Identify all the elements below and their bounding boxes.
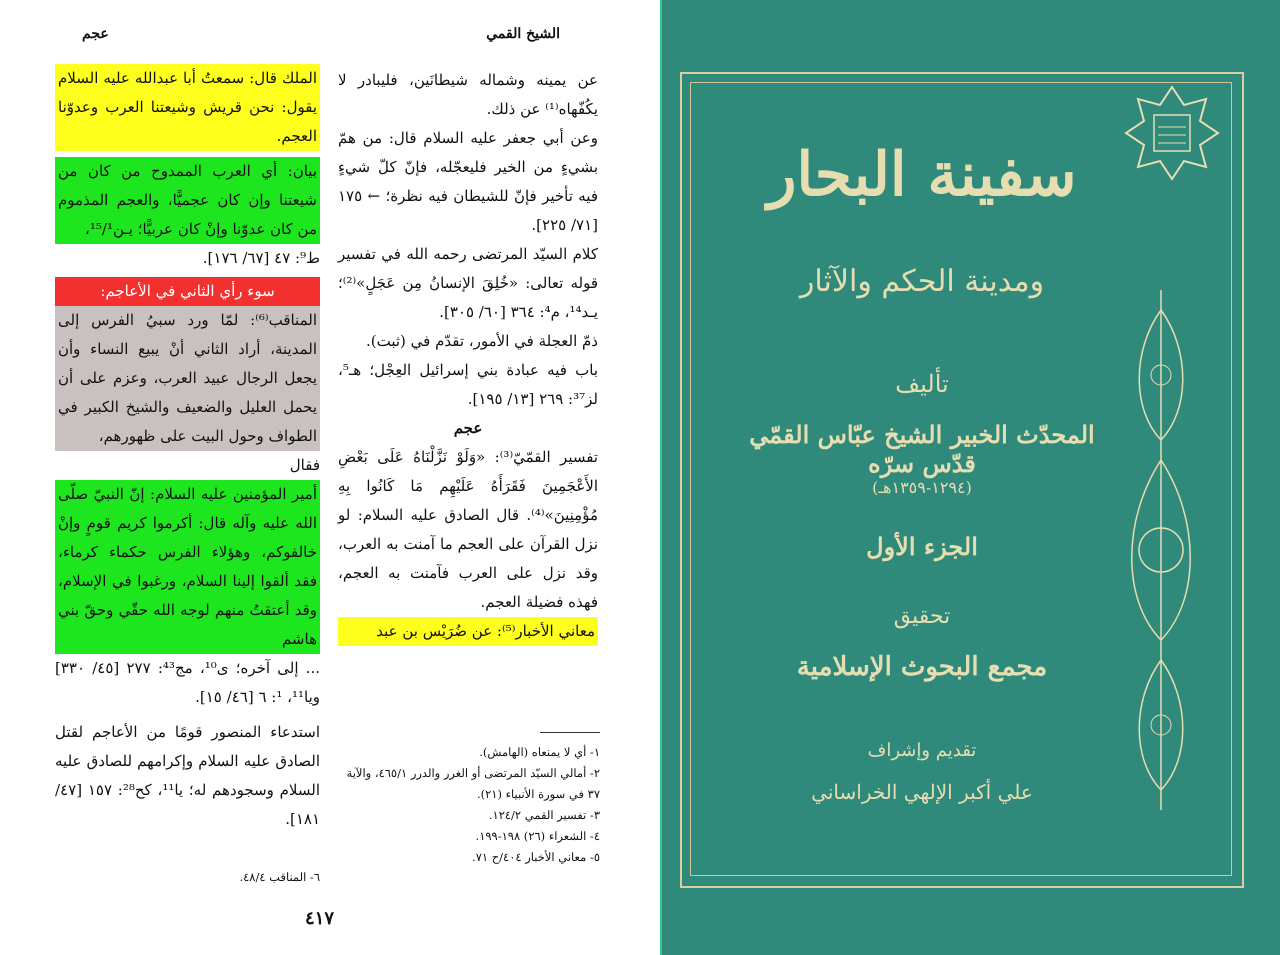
footnote: ٦- المناقب ٤٨/٤.: [239, 870, 320, 884]
cover-editing-label: تحقيق: [893, 604, 951, 629]
running-head-author: الشيخ القمي: [486, 26, 560, 42]
book-cover: [662, 0, 1280, 955]
paragraph: باب فيه عبادة بني إسرائيل العِجْل؛ هـ⁵، لز³⁷: ٢٦٩ [١٣/ ١٩٥].: [338, 361, 598, 408]
footnote: ٤- الشعراء (٢٦) ١٩٨-١٩٩.: [475, 829, 600, 843]
paragraph: ذمّ العجلة في الأمور، تقدّم في (ثبت).: [365, 332, 598, 350]
highlight-yellow: معاني الأخبار⁽⁵⁾: عن ضُرَيْس بن عبد: [338, 617, 598, 646]
cover-volume: الجزء الأول: [866, 532, 978, 561]
cover-title: سفينة البحار: [767, 140, 1077, 210]
paragraph: استدعاء المنصور قومًا من الأعاجم لقتل الصادق عليه السلام وإكرامهم للصادق عليه السلام وسجودهم له؛ يا¹¹، كح²⁸: ١٥٧ [٤٧/ ١٨١].: [55, 723, 321, 828]
footnote: ٢- أمالي السيّد المرتضى أو الغرر والدرر ٤٦٥/١، والآية ٣٧ في سورة الأنبياء (٢١).: [346, 766, 600, 801]
page-number: ٤١٧: [305, 908, 335, 929]
cover-years: (١٢٩٤-١٣٥٩هـ): [872, 478, 972, 497]
left-column: [55, 64, 320, 834]
footnote-rule: [540, 732, 600, 733]
highlight-red-heading: سوء رأي الثاني في الأعاجم:: [55, 277, 320, 306]
paragraph: وعن أبي جعفر عليه السلام قال: من همّ بشيءٍ من الخير فليعجّله، فإنّ كلّ شيءٍ فيه تأخير فإنّ للشيطان فيه نظرة؛ ← ١٧٥ [٧١/ ٢٢٥].: [338, 129, 598, 234]
paragraph: ط⁹: ٤٧ [٦٧/ ١٧٦].: [202, 249, 320, 267]
paragraph: كلام السيّد المرتضى رحمه الله في تفسير قوله تعالى: «خُلِقَ الإنسانُ مِن عَجَلٍ»⁽²⁾؛ يـد¹⁴، م⁴: ٣٦٤ [٦٠/ ٣٠٥].: [338, 245, 598, 321]
footnote: ٥- معاني الأخبار ٤٠٤/ح ٧١.: [472, 850, 600, 864]
cover-subtitle: ومدينة الحكم والآثار: [799, 264, 1045, 299]
cover-presenter-label: تقديم وإشراف: [867, 740, 977, 761]
entry-heading: عجم: [453, 419, 483, 437]
paragraph: ... إلى آخره؛ ى¹⁰، مج⁴³: ٢٧٧ [٤٥/ ٣٣٠] ويا¹¹، ¹: ٦ [٤٦/ ١٥].: [55, 659, 320, 706]
vertical-ornament-icon: [1102, 290, 1220, 810]
cover-presenter: علي أكبر الإلهي الخراساني: [811, 780, 1033, 804]
highlight-yellow: الملك قال: سمعتُ أبا عبدالله عليه السلام يقول: نحن قريش وشيعتنا العرب وعدوّنا العجم.: [55, 64, 320, 151]
highlight-green: بيان: أي العرب الممدوح من كان من شيعتنا وإن كان عجميًّا، والعجم المذموم من كان عدوّنا وإنْ كان عربيًّا؛ يـن¹⁵/¹،: [55, 157, 320, 244]
paragraph: عن يمينه وشماله شيطانَين، فليبادر لا يكُفّهاه⁽¹⁾ عن ذلك.: [338, 71, 598, 118]
footnotes: [338, 742, 600, 868]
paragraph: تفسير القمّيّ⁽³⁾: «وَلَوْ نَزَّلْنَاهُ عَلَى بَعْضِ الأَعْجَمِينَ فَقَرَأَهُ عَلَيْهِم مَا كَانُوا بِهِ مُؤْمِنِينَ»⁽⁴⁾. قال الصادق عليه السلام: لو نزل القرآن على العجم ما آمنت به العرب، وقد نزل على العرب فآمنت به العجم، فهذه فضيلة العجم.: [338, 448, 599, 611]
highlight-green: أمير المؤمنين عليه السلام: إنّ النبيّ صلّى الله عليه وآله قال: أكرموا كريم قومٍ وإنْ خالفوكم، وهؤلاء الفرس حكماء كرماء، فقد ألقوا إلينا السلام، ورغبوا في الإسلام، وقد أعتقتُ منهم لوجه الله حقّي وحقّ بني هاشم: [55, 480, 320, 654]
paragraph: فقال: [289, 456, 320, 474]
publisher-seal-icon: [1124, 85, 1220, 181]
footnote: ١- أي لا يمنعاه (الهامش).: [479, 745, 600, 759]
right-column: [338, 66, 598, 646]
cover-author: المحدّث الخبير الشيخ عبّاس القمّي قدّس سرّه: [749, 420, 1095, 478]
footnote: ٣- تفسير القمي ١٢٤/٢.: [488, 808, 600, 822]
highlight-grey: المناقب⁽⁶⁾: لمّا ورد سبيُ الفرس إلى المدينة، أراد الثاني أنْ يبيع النساء وأن يجعل الرجال عبيد العرب، وعزم على أن يحمل العليل والضعيف والشيخ الكبير في الطواف وحول البيت على ظهورهم،: [55, 306, 320, 451]
cover-editor: مجمع البحوث الإسلامية: [796, 652, 1048, 682]
cover-authored-label: تأليف: [895, 370, 949, 398]
running-head-entry: عجم: [82, 26, 109, 42]
